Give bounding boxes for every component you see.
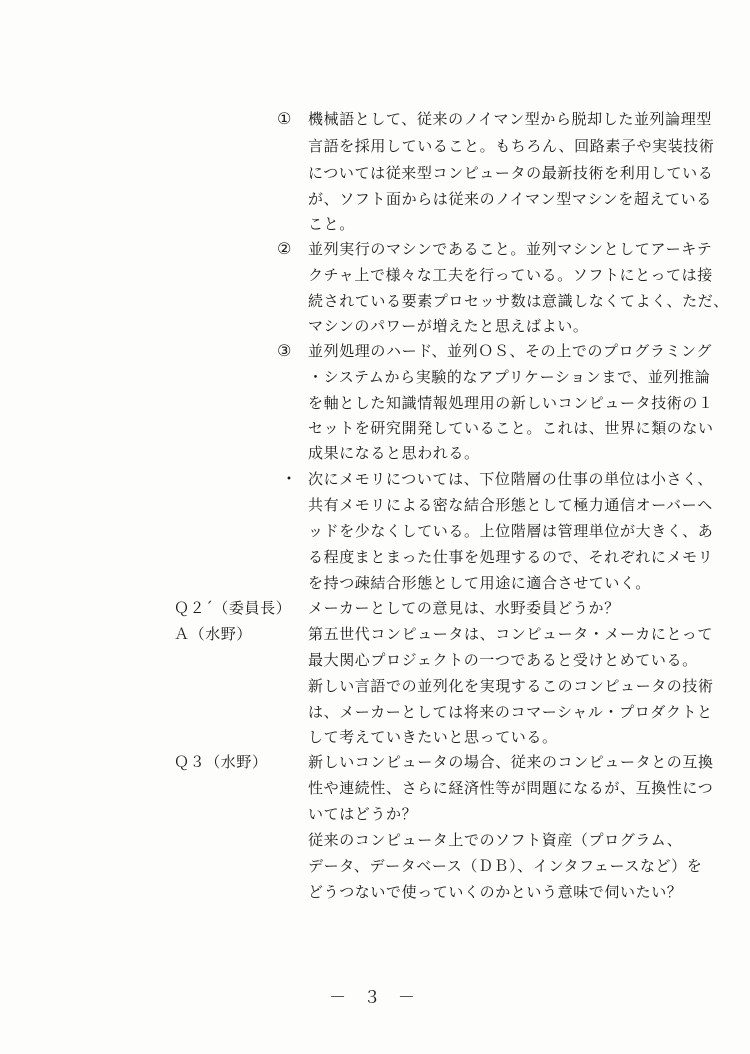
q2-line-1: メーカーとしての意見は、水野委員どうか？ — [308, 599, 620, 617]
a-line-2: 最大関心プロジェクトの一つであると受けとめている。 — [308, 651, 698, 669]
item-3-line-4: セットを研究開発していること。これは、世界に類のない — [308, 419, 714, 437]
item-2-line-3: 続されている要素プロセッサ数は意識しなくてよく、ただ、 — [308, 292, 729, 310]
item-1-line-2: 言語を採用していること。もちろん、回路素子や実装技術 — [308, 137, 715, 155]
item-1-line-3: については従来型コンピュータの最新技術を利用している — [308, 164, 714, 182]
item-1-marker: ① — [277, 109, 292, 128]
item-4-line-1: 次にメモリについては、下位階層の仕事の単位は小さく、 — [308, 470, 714, 488]
a-line-1: 第五世代コンピュータは、コンピュータ・メーカにとって — [308, 625, 714, 643]
q3-line-1: 新しいコンピュータの場合、従来のコンピュータとの互換 — [308, 753, 714, 771]
item-1-line-5: こと。 — [308, 215, 355, 233]
item-3-line-3: を軸とした知識情報処理用の新しいコンピュータ技術の１ — [308, 394, 714, 412]
item-3-marker: ③ — [277, 341, 292, 360]
a-line-3: 新しい言語での並列化を実現するこのコンピュータの技術 — [308, 677, 714, 695]
a-line-5: して考えていきたいと思っている。 — [308, 728, 558, 746]
page-number: － ３ － — [329, 988, 421, 1008]
item-2-line-1: 並列実行のマシンであること。並列マシンとしてアーキテ — [308, 240, 713, 258]
a-line-4: は、メーカーとしては将来のコマーシャル・プロダクトと — [308, 703, 713, 721]
item-4-line-5: を持つ疎結合形態として用途に適合させていく。 — [308, 574, 651, 592]
item-4-line-2: 共有メモリによる密な結合形態として極力通信オーバーヘ — [308, 496, 713, 514]
q3-line-3: いてはどうか？ — [308, 805, 418, 823]
item-1-line-4: が、ソフト面からは従来のノイマン型マシンを超えている — [308, 190, 712, 208]
q2-label: Ｑ２´（委員長） — [174, 599, 292, 617]
item-3-line-1: 並列処理のハード、並列ＯＳ、その上でのプログラミング — [308, 342, 712, 360]
item-2-line-2: クチャ上で様々な工夫を行っている。ソフトにとっては接 — [308, 266, 713, 284]
q3-line-5: データ、データベース（ＤＢ）、インタフェースなど）を — [308, 857, 703, 875]
item-1-line-1: 機械語として、従来のノイマン型から脱却した並列論理型 — [308, 110, 712, 128]
item-2-marker: ② — [277, 239, 292, 258]
item-2-line-4: マシンのパワーが増えたと思えばよい。 — [308, 317, 589, 335]
item-3-line-5: 成果になると思われる。 — [308, 444, 480, 462]
item-3-line-2: ・システムから実験的なアプリケーションまで、並列推論 — [308, 368, 711, 386]
item-4-marker: ・ — [281, 469, 298, 488]
a-label: Ａ（水野） — [174, 625, 253, 643]
q3-line-2: 性や連続性、さらに経済性等が問題になるが、互換性につ — [308, 779, 714, 797]
q3-label: Ｑ３（水野） — [174, 753, 268, 771]
q3-line-4: 従来のコンピュータ上でのソフト資産（プログラム、 — [308, 831, 683, 849]
item-4-line-3: ッドを少なくしている。上位階層は管理単位が大きく、あ — [308, 522, 714, 540]
q3-line-6: どうつないで使っていくのかという意味で伺いたい？ — [308, 883, 683, 901]
item-4-line-4: る程度まとまった仕事を処理するので、それぞれにメモリ — [308, 548, 714, 566]
